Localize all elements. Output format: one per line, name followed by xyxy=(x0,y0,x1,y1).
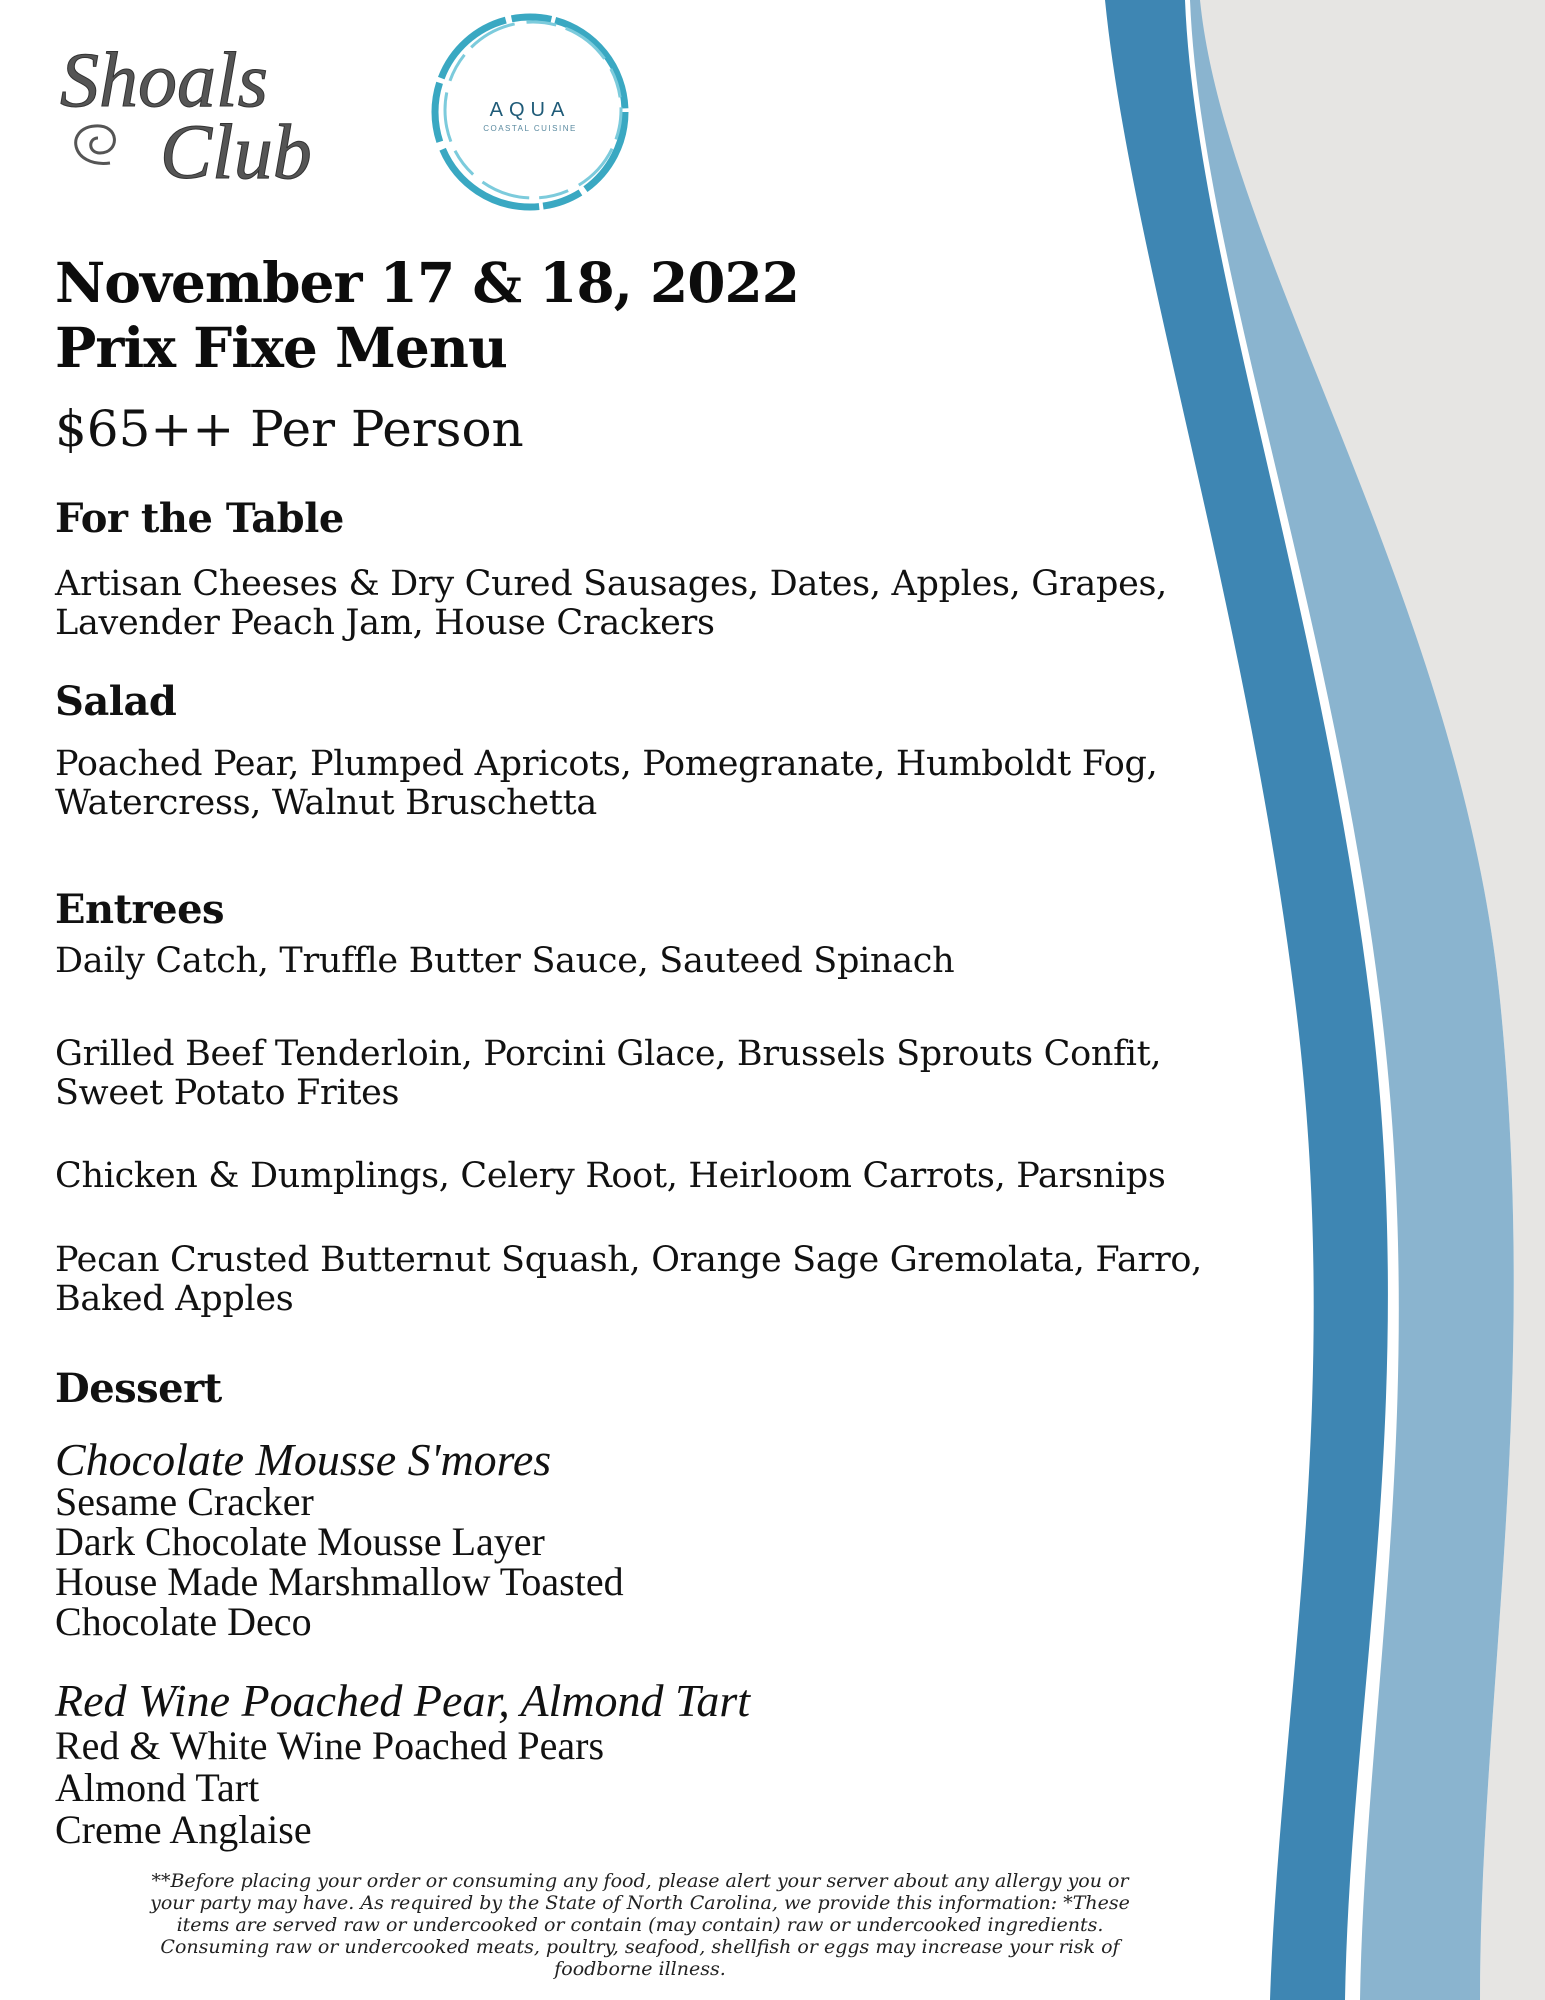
salad-line: Poached Pear, Plumped Apricots, Pomegranate, Humboldt Fog, xyxy=(55,744,1158,784)
menu-title: Prix Fixe Menu xyxy=(55,315,507,380)
disclaimer-line: Consuming raw or undercooked meats, poultry, seafood, shellfish or eggs may increase your risk of xyxy=(160,1936,1120,1958)
section-heading-entrees: Entrees xyxy=(55,886,225,933)
salad-line: Watercress, Walnut Bruschetta xyxy=(55,783,597,823)
dessert-line: Almond Tart xyxy=(55,1765,260,1810)
section-heading-salad: Salad xyxy=(55,678,177,725)
entree-line: Pecan Crusted Butternut Squash, Orange Sage Gremolata, Farro, xyxy=(55,1240,1203,1280)
shoals-club-logo xyxy=(50,28,350,198)
aqua-logo-tagline: COASTAL CUISINE xyxy=(483,124,577,133)
dessert-line: Sesame Cracker xyxy=(55,1479,314,1524)
dessert-title: Red Wine Poached Pear, Almond Tart xyxy=(55,1675,751,1726)
disclaimer-line: your party may have. As required by the State of North Carolina, we provide this information: *These xyxy=(150,1892,1130,1914)
entree-line: Baked Apples xyxy=(55,1279,294,1319)
disclaimer-line: foodborne illness. xyxy=(554,1958,726,1980)
section-heading-for-the-table: For the Table xyxy=(55,495,344,542)
entree-line: Daily Catch, Truffle Butter Sauce, Sauteed Spinach xyxy=(55,941,955,981)
entree-line: Grilled Beef Tenderloin, Porcini Glace, Brussels Sprouts Confit, xyxy=(55,1034,1162,1074)
shoals-logo-swirl xyxy=(76,126,115,164)
disclaimer-line: items are served raw or undercooked or contain (may contain) raw or undercooked ingredients. xyxy=(176,1914,1104,1936)
menu-price: $65++ Per Person xyxy=(55,400,524,458)
aqua-coastal-cuisine-logo xyxy=(415,0,650,225)
dessert-line: House Made Marshmallow Toasted xyxy=(55,1559,624,1604)
shoals-logo-line2: Club xyxy=(160,108,312,195)
dessert-title: Chocolate Mousse S'mores xyxy=(55,1434,552,1485)
shoals-logo-line1: Shoals xyxy=(60,36,269,123)
menu-date: November 17 & 18, 2022 xyxy=(55,250,800,315)
dessert-line: Dark Chocolate Mousse Layer xyxy=(55,1519,545,1564)
entree-line: Chicken & Dumplings, Celery Root, Heirloom Carrots, Parsnips xyxy=(55,1156,1166,1196)
dessert-line: Red & White Wine Poached Pears xyxy=(55,1723,605,1768)
aqua-logo-name: AQUA xyxy=(489,99,571,121)
table-line: Lavender Peach Jam, House Crackers xyxy=(55,603,715,643)
table-line: Artisan Cheeses & Dry Cured Sausages, Dates, Apples, Grapes, xyxy=(55,564,1167,604)
section-heading-dessert: Dessert xyxy=(55,1365,222,1412)
allergy-disclaimer xyxy=(100,1870,1180,1980)
dessert-line: Creme Anglaise xyxy=(55,1807,312,1852)
entree-line: Sweet Potato Frites xyxy=(55,1073,400,1113)
dessert-line: Chocolate Deco xyxy=(55,1599,312,1644)
disclaimer-line: **Before placing your order or consuming any food, please alert your server about any allergy you or xyxy=(151,1870,1129,1892)
